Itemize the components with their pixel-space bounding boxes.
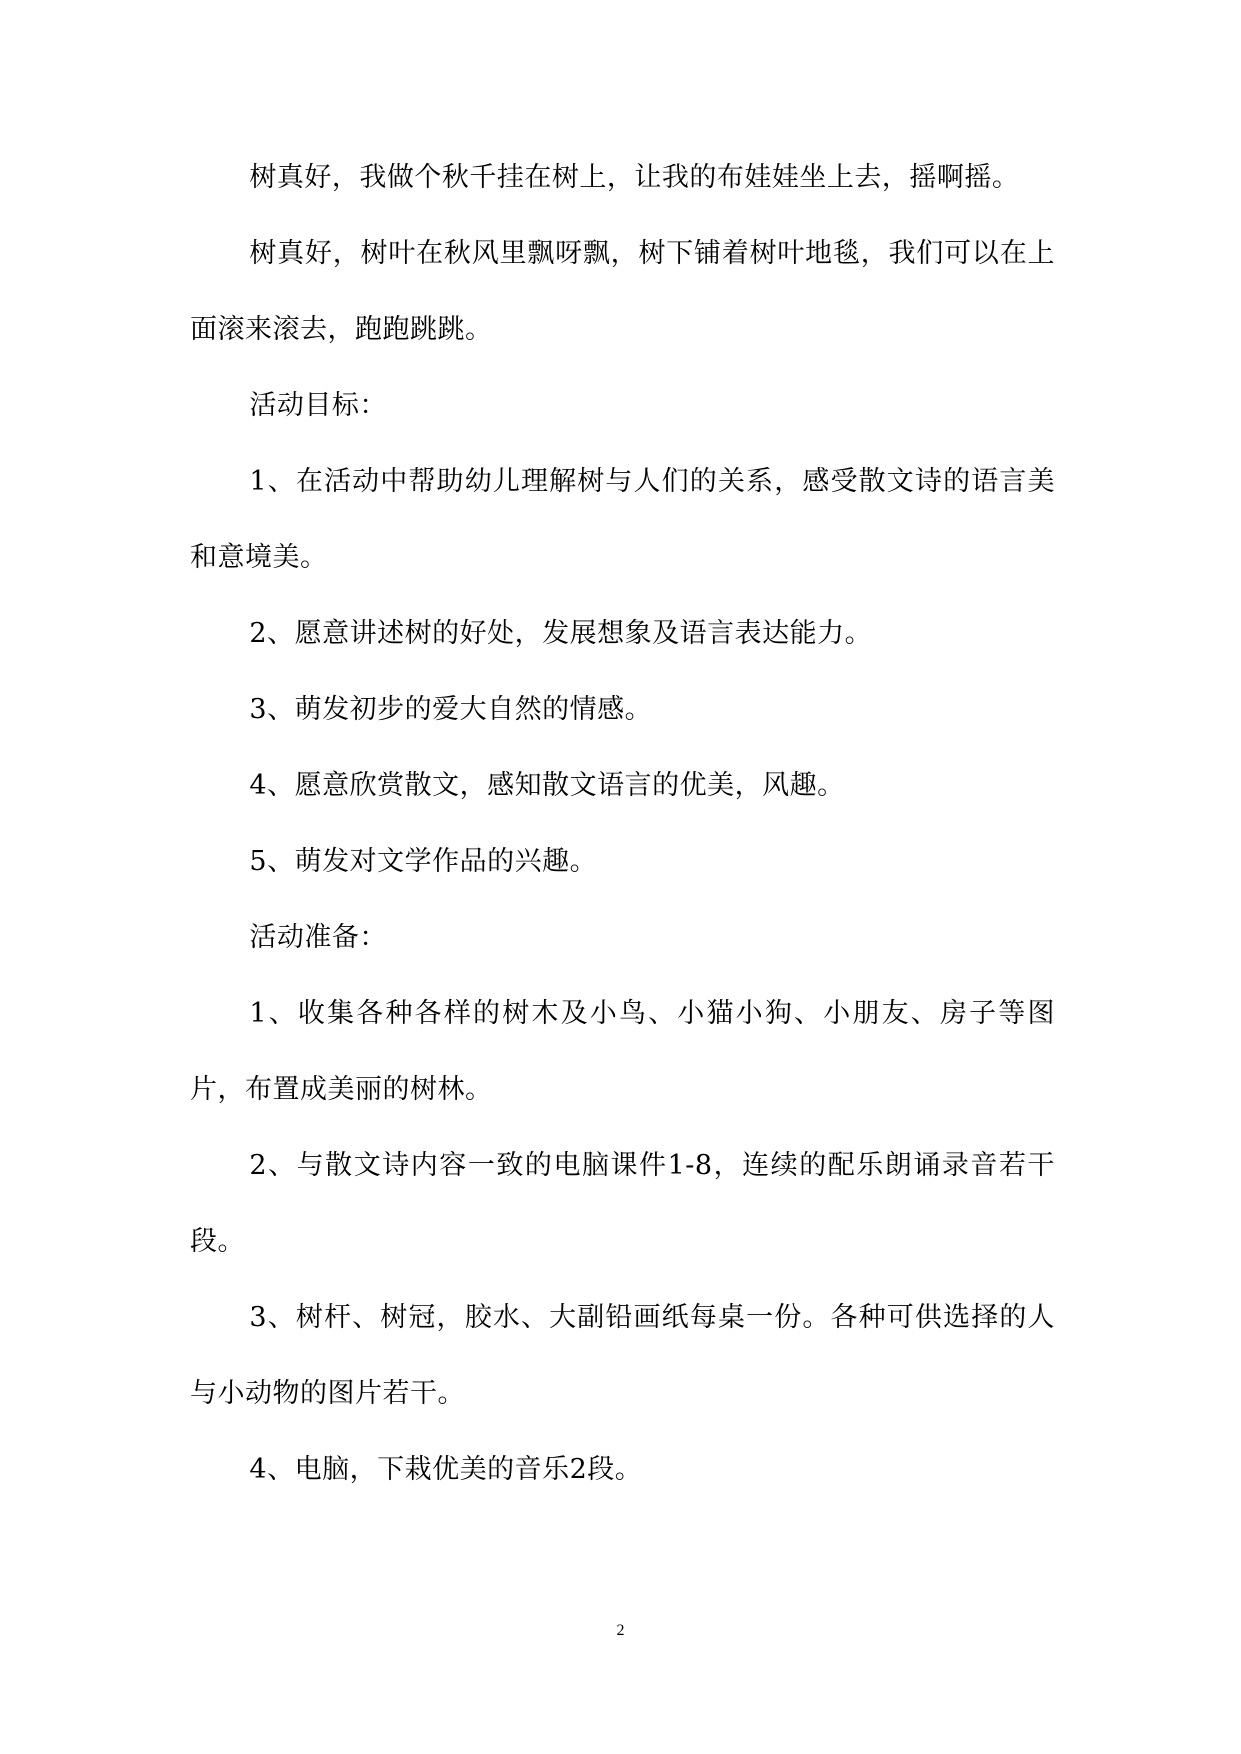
prep-item-1: 1、收集各种各样的树木及小鸟、小猫小狗、小朋友、房子等图片，布置成美丽的树林。: [190, 998, 1055, 1105]
goal-item-1: 1、在活动中帮助幼儿理解树与人们的关系，感受散文诗的语言美和意境美。: [190, 466, 1055, 573]
prep-item-3: 3、树杆、树冠，胶水、大副铅画纸每桌一份。各种可供选择的人与小动物的图片若干。: [190, 1302, 1055, 1409]
prep-item-4: 4、电脑，下栽优美的音乐2段。: [249, 1454, 643, 1485]
paragraph-swing: 树真好，我做个秋千挂在树上，让我的布娃娃坐上去，摇啊摇。: [249, 162, 1020, 193]
page-number: 2: [616, 1622, 625, 1639]
goal-item-5: 5、萌发对文学作品的兴趣。: [249, 846, 598, 877]
goal-item-3: 3、萌发初步的爱大自然的情感。: [249, 694, 653, 725]
goal-item-2: 2、愿意讲述树的好处，发展想象及语言表达能力。: [249, 618, 873, 649]
heading-activity-preparation: 活动准备：: [249, 922, 387, 953]
heading-activity-goals: 活动目标：: [249, 390, 387, 421]
goal-item-4: 4、愿意欣赏散文，感知散文语言的优美，风趣。: [249, 770, 845, 801]
paragraph-leaves: 树真好，树叶在秋风里飘呀飘，树下铺着树叶地毯，我们可以在上面滚来滚去，跑跑跳跳。: [190, 238, 1055, 345]
document-body: [190, 140, 1055, 1508]
prep-item-2: 2、与散文诗内容一致的电脑课件1-8，连续的配乐朗诵录音若干段。: [190, 1150, 1055, 1257]
